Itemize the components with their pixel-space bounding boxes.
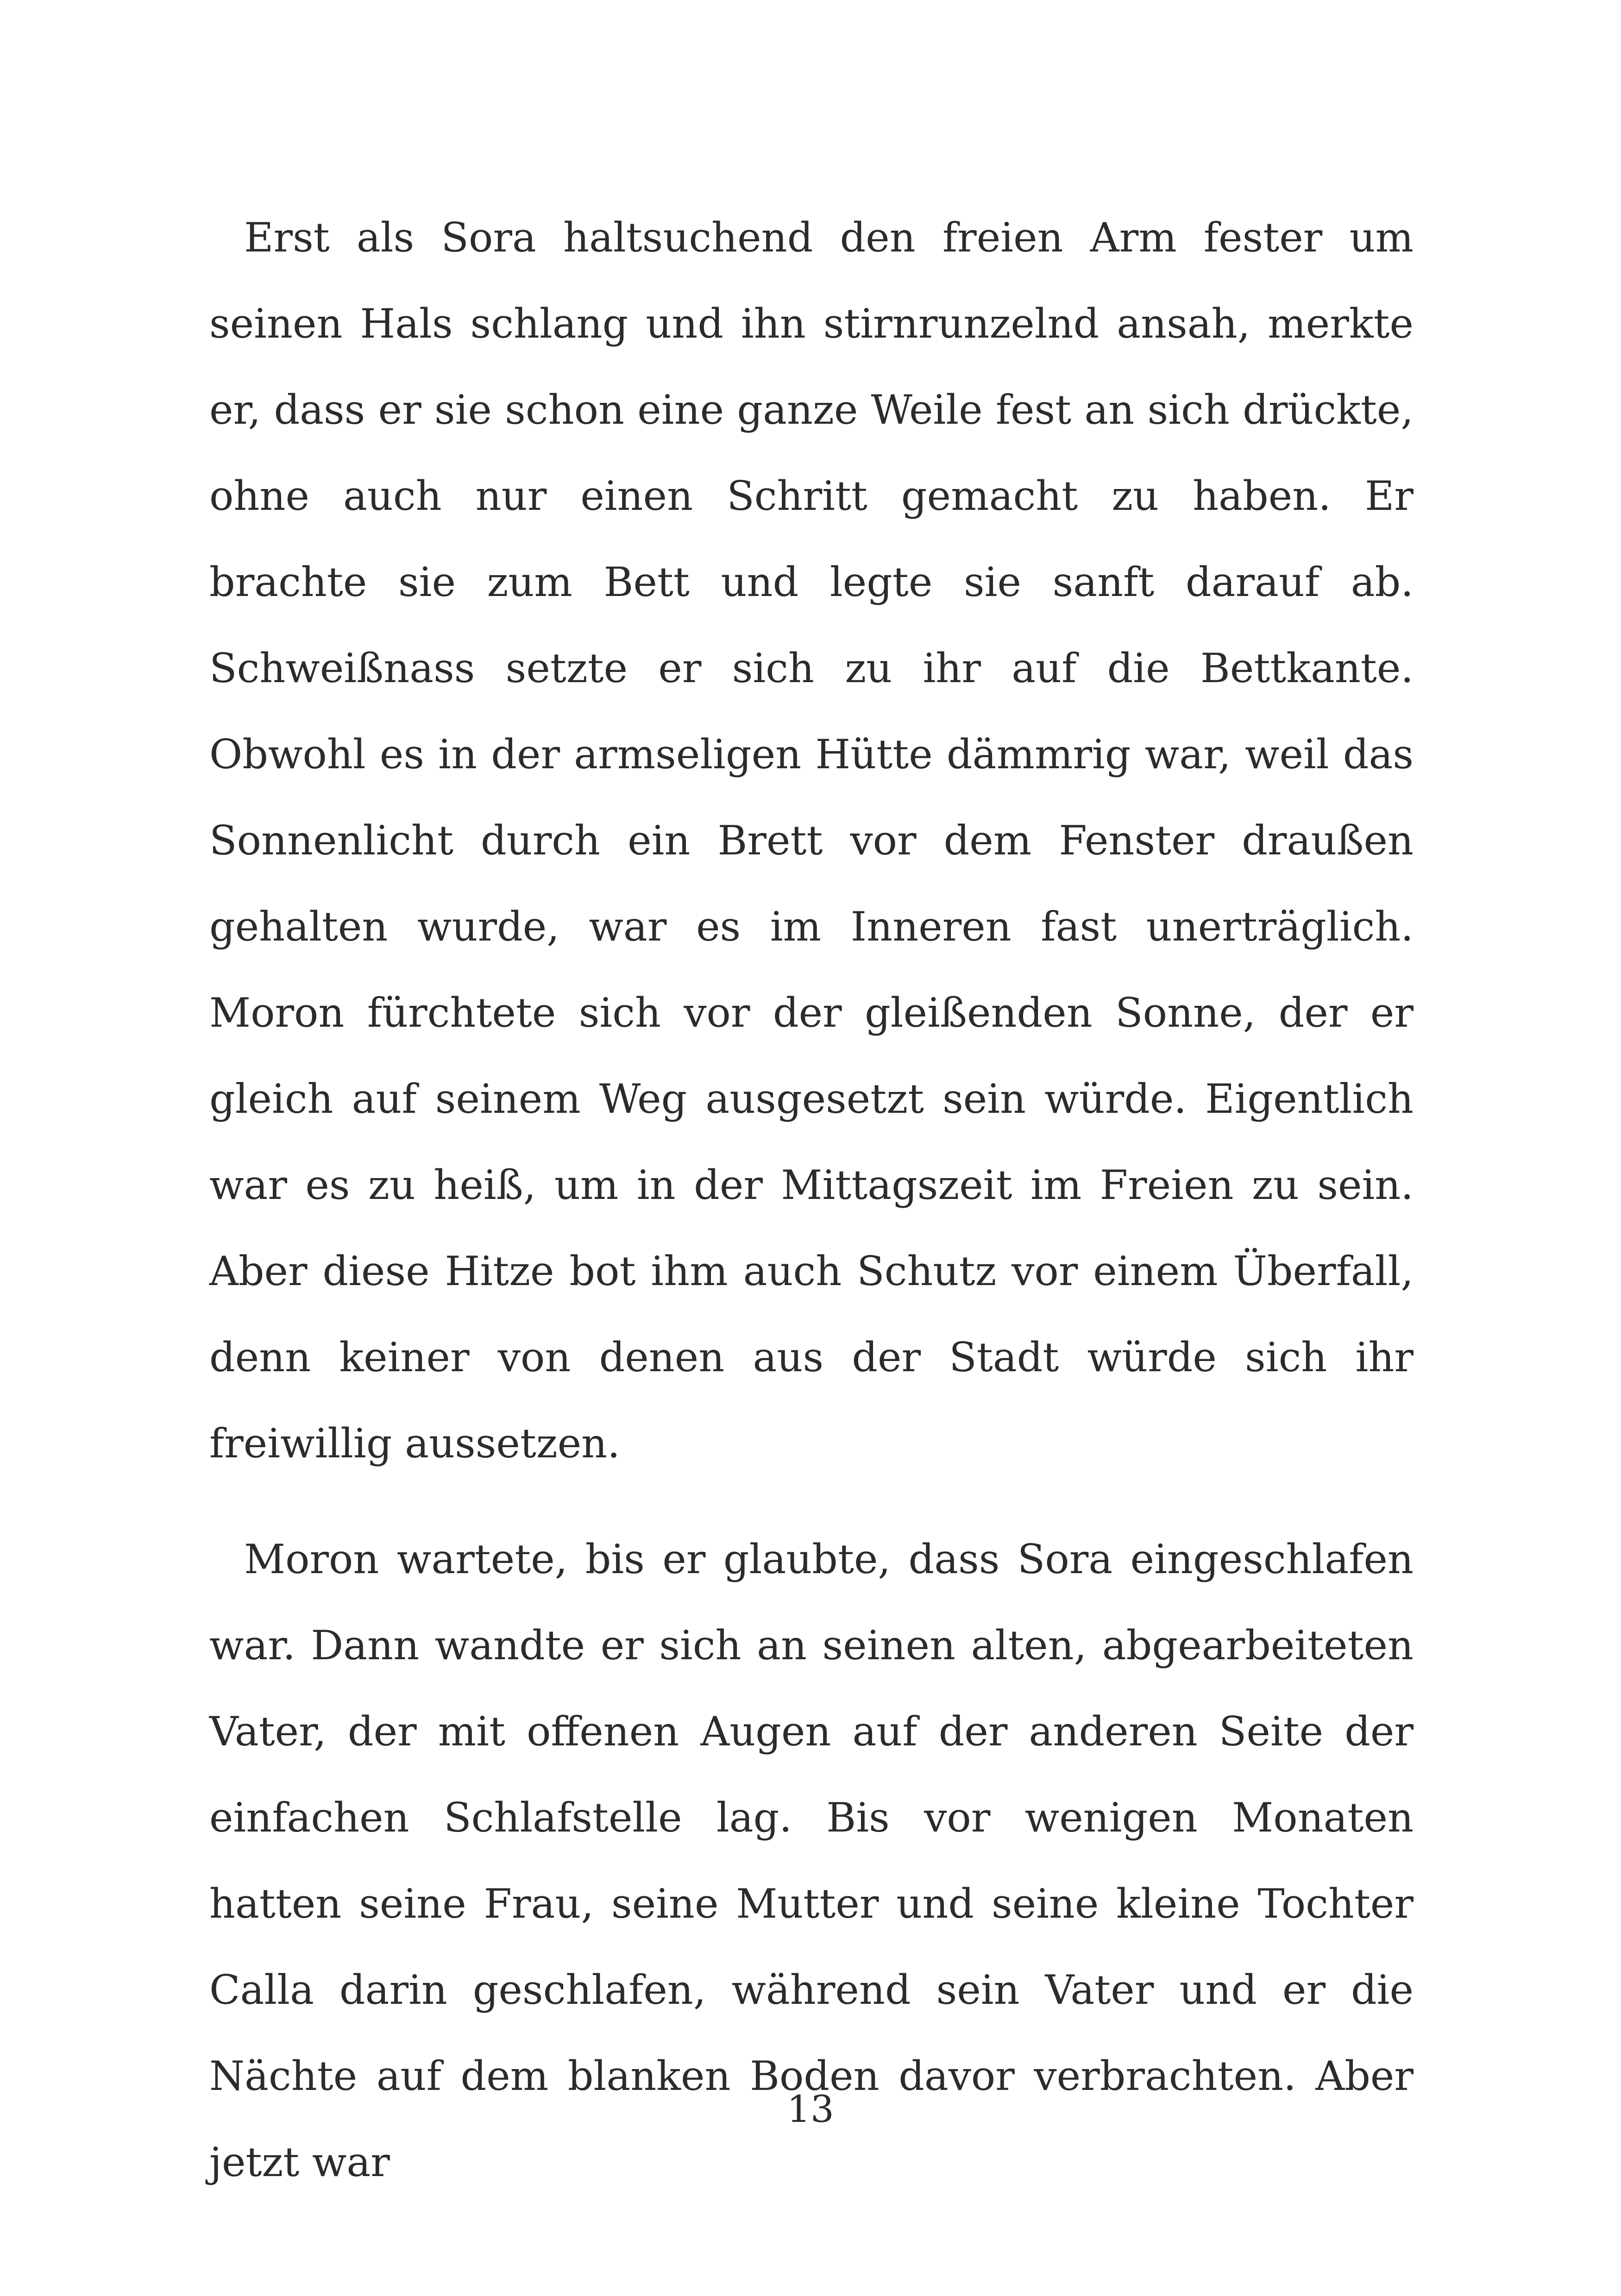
paragraph-1: Erst als Sora haltsuchend den freien Arm fester um seinen Hals schlang und ihn stirnrunzelnd ansah, merkte er, dass er sie schon eine ganze Weile fest an sich drückte, ohne auch nur einen Schritt gemacht zu haben. Er brachte sie zum Bett und legte sie sanft darauf ab. Schweißnass setzte er sich zu ihr auf die Bettkante. Obwohl es in der armseligen Hütte dämmrig war, weil das Sonnenlicht durch ein Brett vor dem Fenster draußen gehalten wurde, war es im Inneren fast unerträglich. Moron fürchtete sich vor der gleißenden Sonne, der er gleich auf seinem Weg ausgesetzt sein würde. Eigentlich war es zu heiß, um in der Mittagszeit im Freien zu sein. Aber diese Hitze bot ihm auch Schutz vor einem Überfall, denn keiner von denen aus der Stadt würde sich ihr freiwillig aussetzen. [209,214,1414,1467]
body-text [209,194,1414,2205]
page-number: 13 [787,2088,834,2131]
paragraph-2: Moron wartete, bis er glaubte, dass Sora eingeschlafen war. Dann wandte er sich an seinen alten, abgearbeiteten Vater, der mit offenen Augen auf der anderen Seite der einfachen Schlafstelle lag. Bis vor wenigen Monaten hatten seine Frau, seine Mutter und seine kleine Tochter Calla darin geschlafen, während sein Vater und er die Nächte auf dem blanken Boden davor verbrachten. Aber jetzt war [209,1536,1414,2186]
